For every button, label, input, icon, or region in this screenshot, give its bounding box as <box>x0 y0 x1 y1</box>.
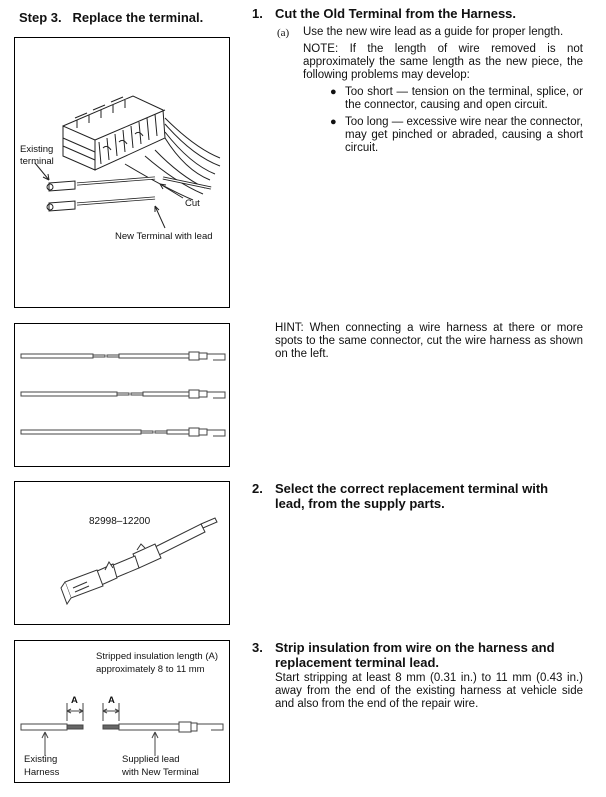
instruction-2-heading: Select the correct replacement terminal with lead, from the supply parts. <box>275 481 549 511</box>
step-heading: Replace the terminal. <box>72 10 204 25</box>
label-existing-terminal-2: terminal <box>20 156 54 167</box>
part-number: 82998–12200 <box>89 516 151 527</box>
instruction-3-text: Start stripping at least 8 mm (0.31 in.) to 11 mm (0.43 in.) away from the end of the existing harness at vehicle side and also from the end of the repair wire. <box>275 672 583 710</box>
instruction-1-note: NOTE: If the length of wire removed is not approximately the same length as the new piece, the following problems may develop: <box>303 43 583 81</box>
bullet-too-long: ● Too long — excessive wire near the connector, may get pinched or abraded, causing a short circuit. <box>330 116 583 154</box>
label-new-terminal: New Terminal with lead <box>115 231 213 242</box>
instruction-2-number: 2. <box>252 481 263 496</box>
dimension-a-right: A <box>108 695 115 706</box>
step-label: Step 3. <box>19 10 62 25</box>
figure-staggered-cuts <box>14 323 230 467</box>
bullet-too-short: ● Too short — tension on the terminal, splice, or the connector, causing and open circuit. <box>330 86 583 111</box>
dimension-a-left: A <box>71 695 78 706</box>
instruction-1-sub-marker: (a) <box>277 27 290 39</box>
label-existing-harness-2: Harness <box>24 767 60 778</box>
hint-text: HINT: When connecting a wire harness at there or more spots to the same connector, cut the wire harness as shown on the left. <box>275 322 583 360</box>
figure-connector <box>14 37 230 308</box>
step-title <box>19 10 203 25</box>
instruction-3-number: 3. <box>252 640 263 655</box>
instruction-1-body <box>303 26 583 155</box>
figure-replacement-terminal <box>14 481 230 625</box>
label-cut: Cut <box>185 198 200 209</box>
instruction-3-heading: Strip insulation from wire on the harness and replacement terminal lead. <box>275 640 555 670</box>
instruction-1-number: 1. <box>252 6 263 21</box>
label-existing-terminal-1: Existing <box>20 144 54 155</box>
label-supplied-lead-2: with New Terminal <box>122 767 199 778</box>
bullet-icon: ● <box>330 116 337 128</box>
bullet-icon: ● <box>330 86 337 98</box>
strip-caption-line1: Stripped insulation length (A) <box>96 651 218 662</box>
replacement-terminal-illustration <box>15 482 231 626</box>
instruction-1-sub-text: Use the new wire lead as a guide for proper length. <box>303 26 564 38</box>
connector-illustration <box>15 38 231 309</box>
strip-caption-line2: approximately 8 to 11 mm <box>96 664 205 675</box>
label-existing-harness-1: Existing <box>24 754 58 765</box>
figure-strip-insulation <box>14 640 230 783</box>
staggered-wires-illustration <box>15 324 231 468</box>
instruction-1-heading: Cut the Old Terminal from the Harness. <box>275 6 517 21</box>
label-supplied-lead-1: Supplied lead <box>122 754 180 765</box>
